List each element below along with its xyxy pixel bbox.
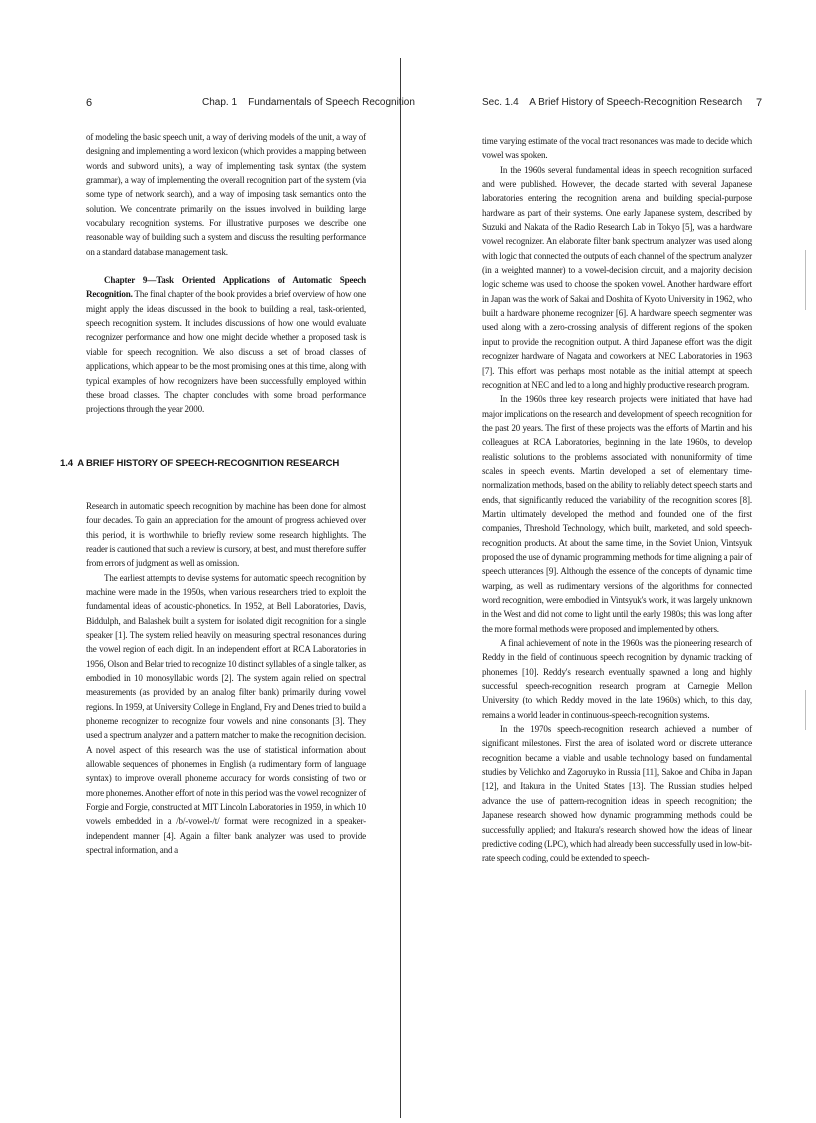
section-heading: 1.4 A BRIEF HISTORY OF SPEECH-RECOGNITION RESEARCH bbox=[60, 457, 340, 469]
left-text-column bbox=[60, 130, 366, 857]
page-number: 7 bbox=[756, 97, 763, 109]
chapter-heading: Chapter 9—Task Oriented Applications of Automatic Speech Recognition. bbox=[86, 275, 366, 300]
chapter-summary bbox=[86, 273, 366, 416]
right-text-column bbox=[482, 134, 752, 866]
paragraph: of modeling the basic speech unit, a way of deriving models of the unit, a way of designing and implementing a word lexicon (which provides a mapping between words and subword units), a way of implementing task syntax (the system grammar), a way of implementing the overall recognition part of the system (via some type of network search), and a way of imposing task semantics onto the solution. We concentrate primarily on the issues involved in building large vocabulary recognition systems. For illustrative purposes we describe one reasonable way of building such a system and discuss the resulting performance on a standard database management task. bbox=[86, 132, 366, 257]
chapter-text: The final chapter of the book provides a brief overview of how one might apply the ideas discussed in the book to building a real, task-oriented, speech recognition system. It includes discussions of how one would evaluate recognizer performance and how one might decide whether a proposed task is viable for speech recognition. We also discuss a set of broad classes of applications, which appear to be the most promising ones at this time, along with typical examples of how recognizers have been successfully employed within these broad classes. The chapter concludes with some broad performance projections through the year 2000. bbox=[86, 289, 366, 415]
paragraph: time varying estimate of the vocal tract resonances was made to decide which vowel was spoken. bbox=[482, 136, 752, 161]
running-head: Sec. 1.4 A Brief History of Speech-Recognition Research bbox=[482, 97, 743, 108]
paragraph: In the 1960s three key research projects were initiated that have had major implications on the research and development of speech recognition for the past 20 years. The first of these projects was the efforts of Martin and his colleagues at RCA Laboratories, beginning in the late 1960s, to develop realistic solutions to the problems associated with nonuniformity of time scales in speech events. Martin developed a set of elementary time-normalization methods, based on the ability to reliably detect speech starts and ends, that significantly reduced the variability of the recognition scores [8]. Martin ultimately developed the method and founded one of the first companies, Threshold Technology, which built, marketed, and sold speech-recognition products. At about the same time, in the Soviet Union, Vintsyuk proposed the use of dynamic programming methods for time aligning a pair of speech utterances [9]. Although the essence of the concepts of dynamic time warping, as well as rudimentary versions of the algorithms for connected word recognition, were embodied in Vintsyuk's work, it was largely unknown in the West and did not come to light until the early 1980s; this was long after the more formal methods were proposed and implemented by others. bbox=[482, 394, 752, 634]
running-head: Chap. 1 Fundamentals of Speech Recognition bbox=[202, 97, 415, 108]
paragraph: In the 1960s several fundamental ideas in speech recognition surfaced and were published. However, the decade started with several Japanese laboratories entering the recognition arena and building special-purpose hardware as part of their systems. One early Japanese system, described by Suzuki and Nakata of the Radio Research Lab in Tokyo [5], was a hardware vowel recognizer. An elaborate filter bank spectrum analyzer was used along with logic that connected the outputs of each channel of the spectrum analyzer (in a weighted manner) to a vowel-decision circuit, and a majority decision logic scheme was used to choose the spoken vowel. Another hardware effort in Japan was the work of Sakai and Doshita of Kyoto University in 1962, who built a hardware phoneme recognizer [6]. A hardware speech segmenter was used along with a zero-crossing analysis of different regions of the spoken input to provide the recognition output. A third Japanese effort was the digit recognizer hardware of Nagata and coworkers at NEC Laboratories in 1963 [7]. This effort was perhaps most notable as the initial attempt at speech recognition at NEC and led to a long and highly productive research program. bbox=[482, 164, 752, 390]
paragraph: A final achievement of note in the 1960s was the pioneering research of Reddy in the field of continuous speech recognition by dynamic tracking of phonemes [10]. Reddy's research eventually spawned a long and highly successful speech-recognition research program at Carnegie Mellon University (to which Reddy moved in the late 1960s) which, to this day, remains a world leader in continuous-speech-recognition systems. bbox=[482, 638, 752, 720]
page-number: 6 bbox=[86, 97, 93, 109]
paragraph: In the 1970s speech-recognition research achieved a number of significant milestones. First the area of isolated word or discrete utterance recognition became a viable and usable technology based on fundamental studies by Velichko and Zagoruyko in Russia [11], Sakoe and Chiba in Japan [12], and Itakura in the United States [13]. The Russian studies helped advance the use of pattern-recognition ideas in speech recognition; the Japanese research showed how dynamic programming methods could be successfully applied; and Itakura's research showed how the ideas of linear predictive coding (LPC), which had already been successfully used in low-bit-rate speech coding, could be extended to speech- bbox=[482, 724, 752, 864]
book-binding-line bbox=[400, 58, 401, 1118]
paragraph: The earliest attempts to devise systems for automatic speech recognition by machine were made in the 1950s, when various researchers tried to exploit the fundamental ideas of acoustic-phonetics. In 1952, at Bell Laboratories, Davis, Biddulph, and Balashek built a system for isolated digit recognition for a single speaker [1]. The system relied heavily on measuring spectral resonances during the vowel region of each digit. In an independent effort at RCA Laboratories in 1956, Olson and Belar tried to recognize 10 distinct syllables of a single talker, as embodied in 10 monosyllabic words [2]. The system again relied on spectral measurements (as provided by an analog filter bank) primarily during vowel regions. In 1959, at University College in England, Fry and Denes tried to build a phoneme recognizer to recognize four vowels and nine consonants [3]. They used a spectrum analyzer and a pattern matcher to make the recognition decision. A novel aspect of this research was the use of statistical information about allowable sequences of phonemes in English (a rudimentary form of language syntax) to improve overall phoneme accuracy for words consisting of two or more phonemes. Another effort of note in this period was the vowel recognizer of Forgie and Forgie, constructed at MIT Lincoln Laboratories in 1959, in which 10 vowels embedded in a /b/-vowel-/t/ format were recognized in a speaker-independent manner [4]. Again a filter bank analyzer was used to provide spectral information, and a bbox=[86, 572, 366, 856]
paragraph: Research in automatic speech recognition by machine has been done for almost four decades. To gain an appreciation for the amount of progress achieved over this period, it is worthwhile to briefly review some research highlights. The reader is cautioned that such a review is cursory, at best, and must therefore suffer from errors of judgment as well as omission. bbox=[86, 500, 366, 569]
